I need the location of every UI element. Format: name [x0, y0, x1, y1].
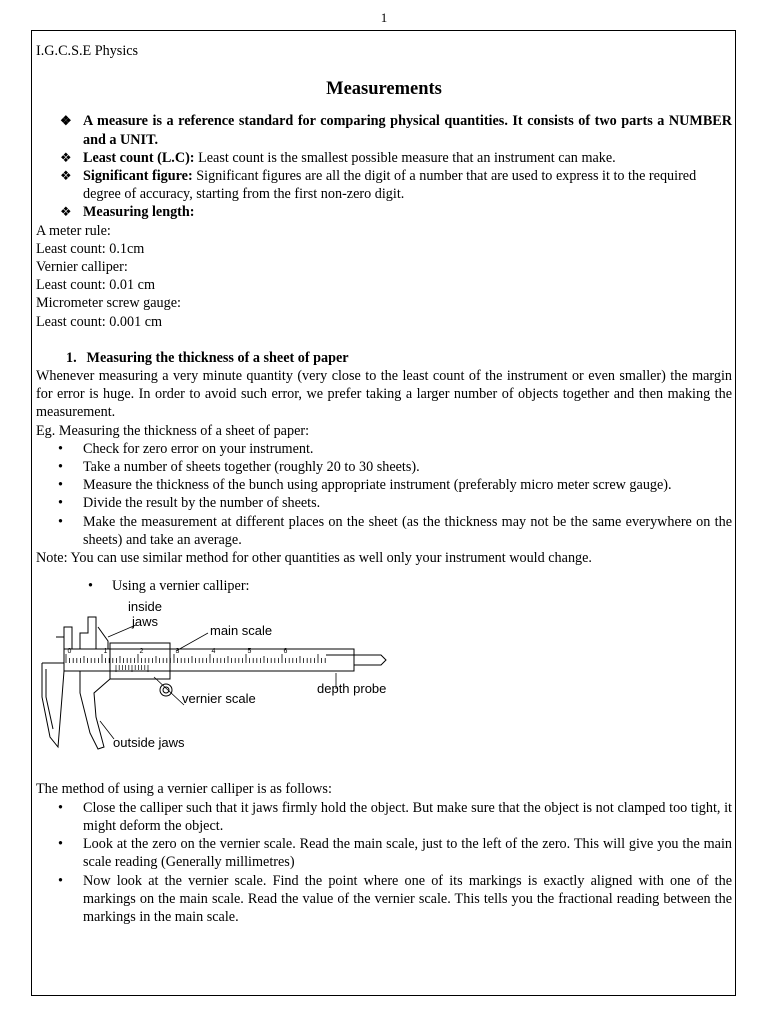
instrument-line: Micrometer screw gauge: — [36, 295, 181, 312]
bullet-dot-icon: • — [58, 836, 63, 853]
section-heading — [36, 349, 732, 367]
bullet-dot-icon: • — [58, 477, 63, 494]
inside-jaws-label-line2: jaws — [132, 614, 159, 630]
sliding-inside-jaw — [80, 617, 96, 649]
vernier-scale-leader — [154, 677, 184, 705]
main-scale-number: 6 — [283, 648, 288, 656]
bullet-dot-icon: • — [58, 872, 63, 889]
note-text: Note: You can use similar method for other quantities as well only your instrument would change. — [36, 550, 592, 567]
main-scale-number: 3 — [175, 648, 180, 656]
definition-text: Significant figures are all the digit of a number that are used to express it to the required degree of accuracy, starting from the first non-zero digit. — [83, 168, 697, 203]
page-number: 1 — [380, 10, 388, 25]
step-item — [36, 494, 732, 512]
depth-probe-label: depth probe — [317, 681, 387, 697]
section-number: 1. — [66, 349, 77, 366]
main-scale-number: 1 — [103, 648, 108, 656]
vernier-scale-label: vernier scale — [182, 691, 256, 707]
main-scale-label: main scale — [210, 623, 273, 639]
step-item — [36, 440, 732, 458]
step-text: Make the measurement at different places on the sheet (as the thickness may not be the same everywhere on the sheets) and take an average. — [83, 513, 732, 548]
inside-jaws-label-line1: inside — [128, 599, 162, 615]
instrument-line: Vernier calliper: — [36, 259, 128, 276]
instrument-line: Least count: 0.001 cm — [36, 313, 163, 330]
method-item — [36, 835, 732, 871]
step-item — [36, 513, 732, 549]
diamond-bullet-icon: ❖ — [60, 204, 72, 220]
method-text: Look at the zero on the vernier scale. Read the main scale, just to the left of the zero. This will give you the main scale reading (Generally millimetres) — [83, 836, 732, 871]
page-title: Measurements — [326, 79, 442, 100]
instrument-line: Least count: 0.01 cm — [36, 277, 155, 294]
bullet-dot-icon: • — [58, 440, 63, 457]
main-scale-leader — [176, 633, 208, 651]
sliding-outside-jaw — [80, 671, 110, 749]
method-text: Now look at the vernier scale. Find the point where one of its markings is exactly aligned with one of the markings on the main scale. Read the value of the vernier scale. This tells you the fractional reading between the markings in the main scale. — [83, 872, 732, 925]
subject-header: I.G.C.S.E Physics — [36, 43, 139, 59]
step-item — [36, 458, 732, 476]
method-list — [36, 799, 732, 926]
definition-bold: Measuring length: — [83, 204, 195, 221]
diamond-bullet-icon: ❖ — [60, 149, 72, 165]
fixed-outside-jaw — [42, 663, 64, 747]
section-title: Measuring the thickness of a sheet of paper — [86, 349, 349, 366]
main-scale-number: 0 — [67, 648, 72, 656]
definition-item — [36, 203, 732, 221]
step-text: Check for zero error on your instrument. — [83, 440, 314, 457]
thumb-screw — [160, 684, 172, 696]
vernier-calliper-diagram — [36, 597, 436, 772]
bullet-dot-icon: • — [58, 513, 63, 530]
outside-jaws-label: outside jaws — [113, 735, 185, 751]
definition-list — [36, 112, 732, 221]
main-scale-number: 5 — [247, 648, 252, 656]
definition-item — [36, 112, 732, 148]
main-scale-number: 4 — [211, 648, 216, 656]
definition-bold: A measure is a reference standard for comparing physical quantities. It consists of two parts a NUMBER and a UNIT. — [83, 113, 732, 148]
method-item — [36, 872, 732, 927]
section-intro: Whenever measuring a very minute quantity (very close to the least count of the instrument or even smaller) the margin for error is huge. In order to avoid such error, we prefer taking a larger number of objects together and then making the measurement. — [36, 368, 732, 421]
inside-jaws-label — [128, 599, 162, 629]
method-item — [36, 799, 732, 835]
bullet-dot-icon: • — [58, 459, 63, 476]
method-intro: The method of using a vernier calliper is as follows: — [36, 781, 332, 798]
definition-bold: Least count (L.C): — [83, 149, 195, 166]
diamond-bullet-icon: ❖ — [60, 113, 72, 129]
steps-list — [36, 440, 732, 549]
main-scale-ticks — [66, 654, 325, 663]
instrument-line: Least count: 0.1cm — [36, 240, 145, 257]
diamond-bullet-icon: ❖ — [60, 168, 72, 184]
document-body — [36, 42, 732, 926]
step-text: Measure the thickness of the bunch using appropriate instrument (preferably micro meter screw gauge). — [83, 477, 672, 494]
definition-bold: Significant figure: — [83, 168, 193, 185]
depth-probe — [354, 655, 386, 665]
main-scale-number: 2 — [139, 648, 144, 656]
instrument-line: A meter rule: — [36, 222, 111, 239]
step-item — [36, 476, 732, 494]
bullet-dot-icon: • — [58, 799, 63, 816]
bullet-dot-icon: • — [88, 578, 93, 595]
step-text: Divide the result by the number of sheets. — [83, 495, 321, 512]
definition-item — [36, 149, 732, 167]
instrument-list — [36, 222, 732, 331]
step-text: Take a number of sheets together (roughly 20 to 30 sheets). — [83, 459, 420, 476]
vernier-bullet-text: Using a vernier calliper: — [112, 578, 250, 595]
example-line: Eg. Measuring the thickness of a sheet of paper: — [36, 422, 310, 439]
method-text: Close the calliper such that it jaws firmly hold the object. But make sure that the object is not clamped too tight, it might deform the object. — [83, 799, 732, 834]
bullet-dot-icon: • — [58, 495, 63, 512]
vernier-bullet — [36, 577, 732, 595]
fixed-inside-jaw — [56, 627, 72, 649]
definition-text: Least count is the smallest possible measure that an instrument can make. — [194, 149, 616, 166]
outside-jaws-leader — [100, 721, 114, 739]
definition-item — [36, 167, 732, 203]
